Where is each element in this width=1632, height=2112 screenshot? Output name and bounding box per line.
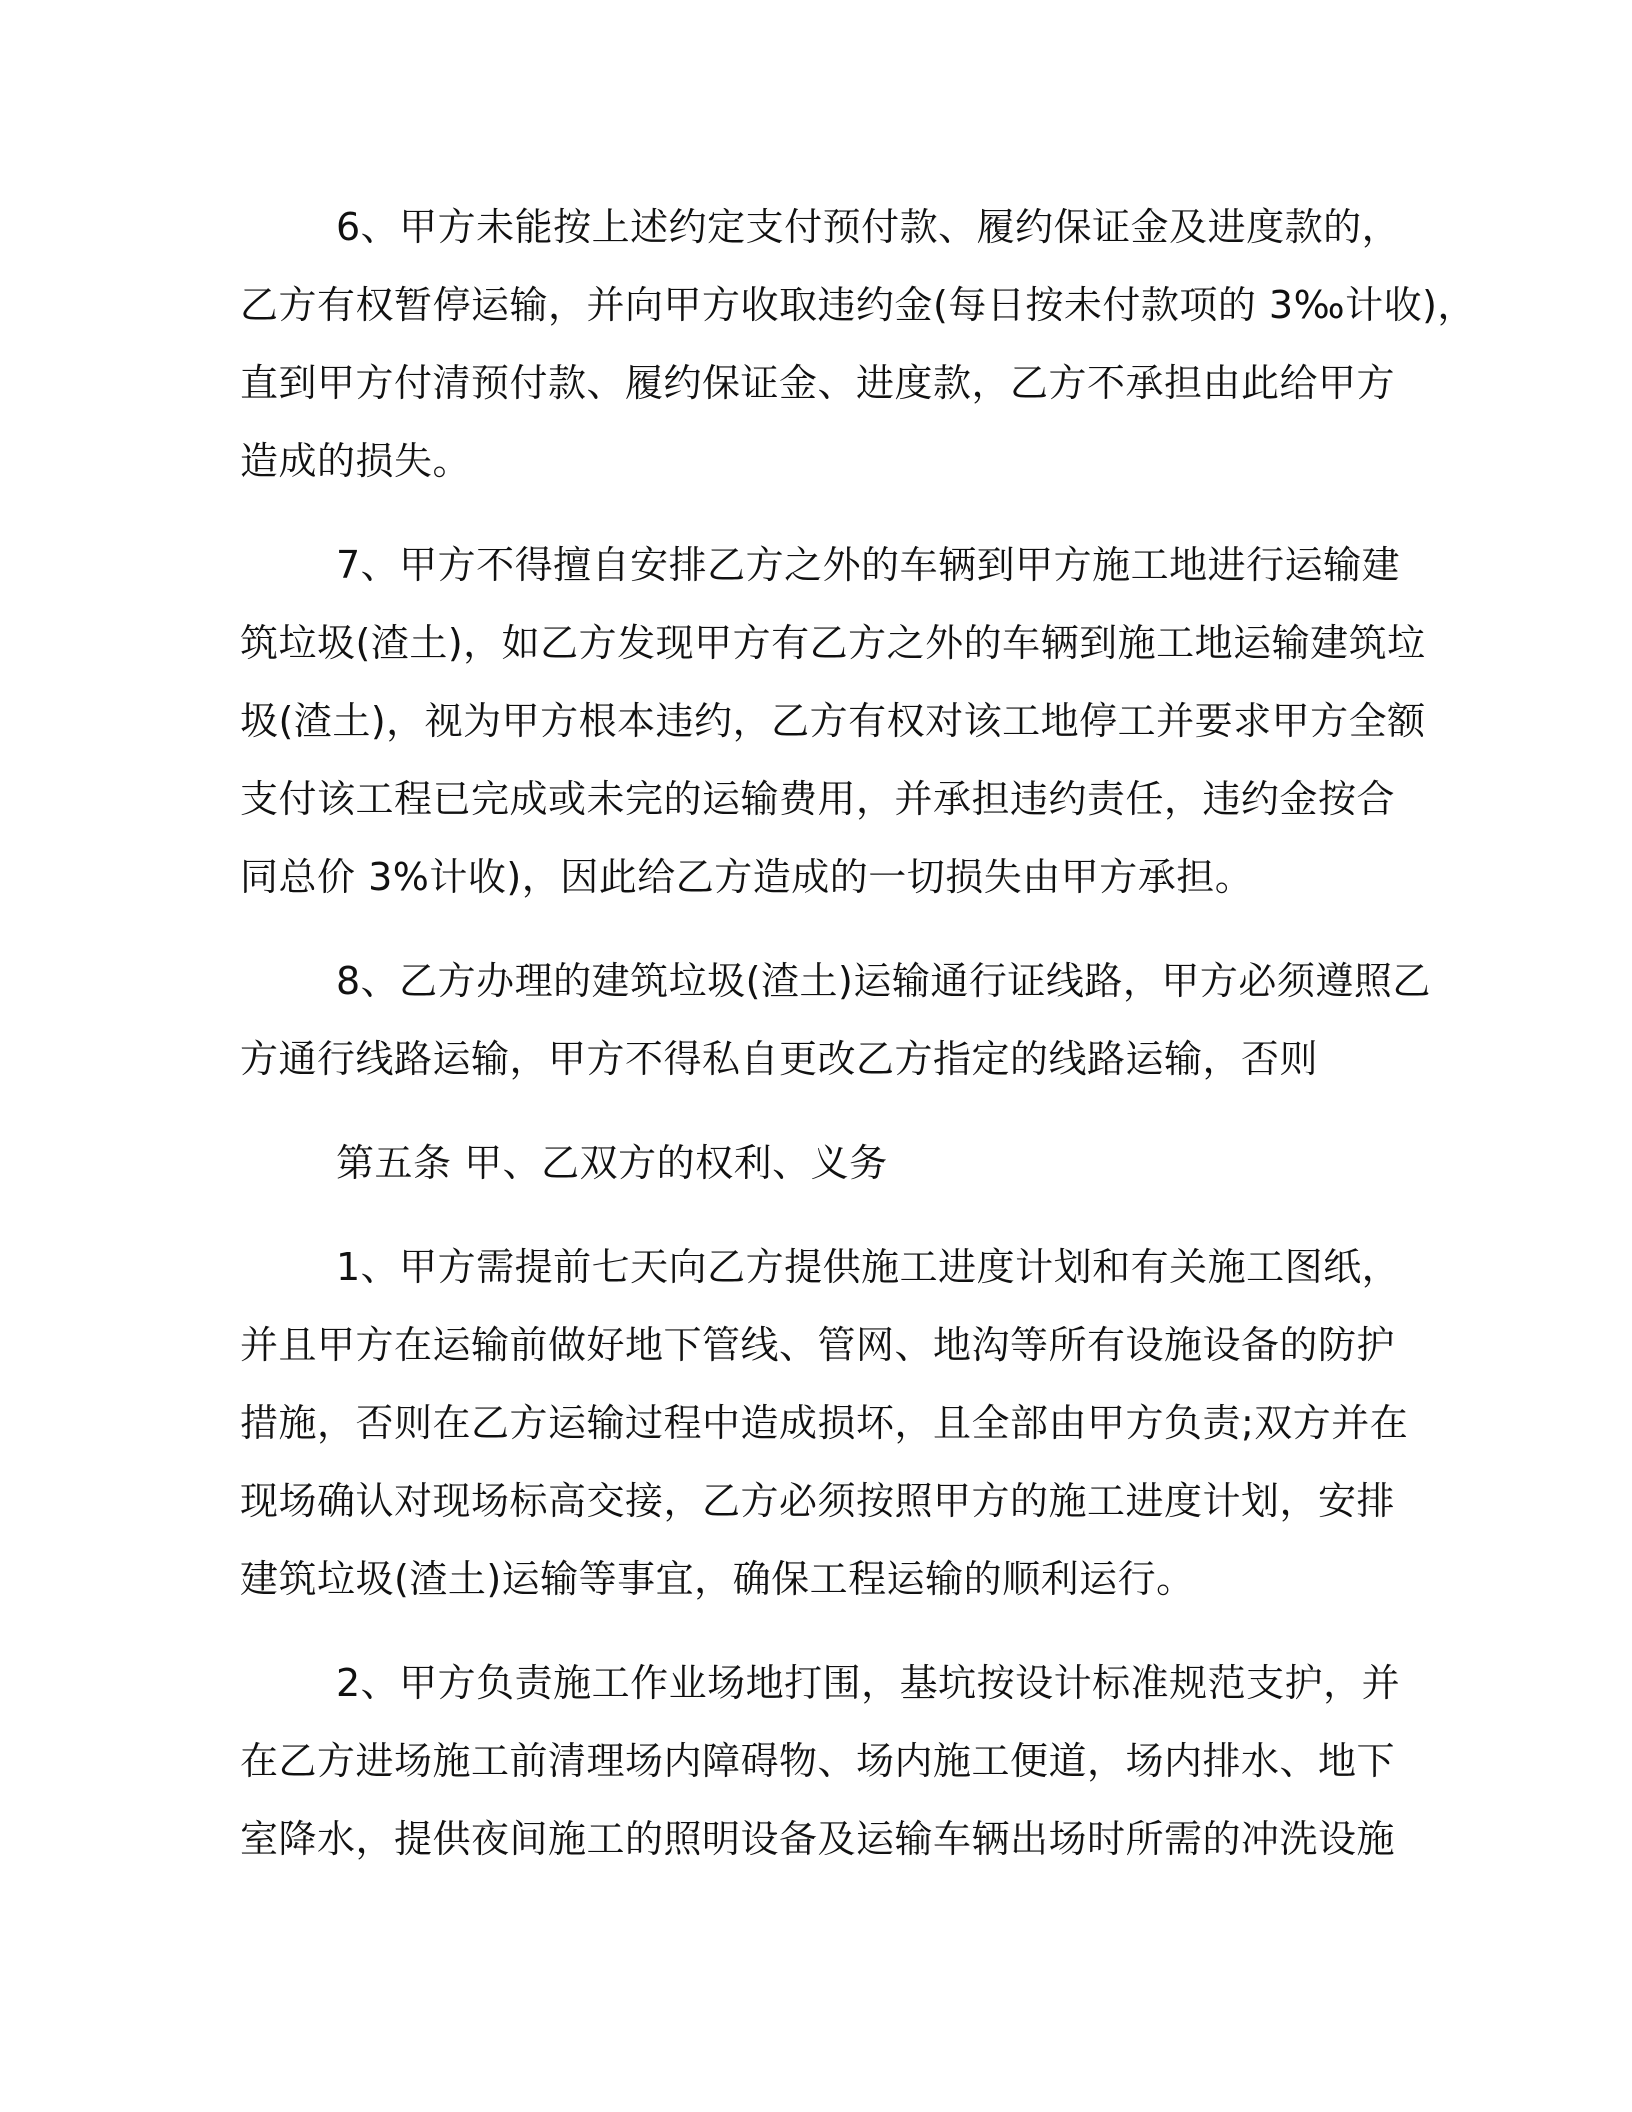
paragraph-gap [240,500,1400,526]
paragraph-1 [240,1228,1409,1618]
paragraph-gap [240,916,1400,942]
text-line: 建筑垃圾(渣土)运输等事宜，确保工程运输的顺利运行。 [240,1557,1195,1601]
paragraph-8 [240,942,1431,1098]
paragraph-gap [240,1618,1400,1644]
text-line: 造成的损失。 [240,439,472,483]
section-heading-article-5 [240,1124,1400,1202]
text-line: 室降水，提供夜间施工的照明设备及运输车辆出场时所需的冲洗设施 [240,1817,1396,1861]
text-line: 措施，否则在乙方运输过程中造成损坏，且全部由甲方负责;双方并在 [240,1401,1409,1445]
paragraph-gap [240,1098,1400,1124]
text-line: 并且甲方在运输前做好地下管线、管网、地沟等所有设施设备的防护 [240,1323,1396,1367]
text-line: 1、甲方需提前七天向乙方提供施工进度计划和有关施工图纸， [336,1245,1401,1289]
text-line: 方通行线路运输，甲方不得私自更改乙方指定的线路运输，否则 [240,1037,1319,1081]
paragraph-gap [240,1202,1400,1228]
text-line: 直到甲方付清预付款、履约保证金、进度款，乙方不承担由此给甲方 [240,361,1396,405]
text-line: 现场确认对现场标高交接，乙方必须按照甲方的施工进度计划，安排 [240,1479,1396,1523]
text-line: 7、甲方不得擅自安排乙方之外的车辆到甲方施工地进行运输建 [336,543,1401,587]
document-page [240,188,1476,1878]
text-line: 在乙方进场施工前清理场内障碍物、场内施工便道，场内排水、地下 [240,1739,1396,1783]
text-line: 8、乙方办理的建筑垃圾(渣土)运输通行证线路，甲方必须遵照乙 [336,959,1431,1003]
text-line: 2、甲方负责施工作业场地打围，基坑按设计标准规范支护，并 [336,1661,1401,1705]
text-line: 筑垃圾(渣土)，如乙方发现甲方有乙方之外的车辆到施工地运输建筑垃 [240,621,1426,665]
section-heading: 第五条 甲、乙双方的权利、义务 [336,1141,888,1185]
paragraph-7 [240,526,1426,916]
text-line: 6、甲方未能按上述约定支付预付款、履约保证金及进度款的， [336,205,1401,249]
paragraph-6 [240,188,1476,500]
text-line: 圾(渣土)，视为甲方根本违约，乙方有权对该工地停工并要求甲方全额 [240,699,1426,743]
paragraph-2 [240,1644,1400,1878]
text-line: 同总价 3%计收)，因此给乙方造成的一切损失由甲方承担。 [240,855,1254,899]
text-line: 乙方有权暂停运输，并向甲方收取违约金(每日按未付款项的 3‰计收)， [240,283,1476,327]
text-line: 支付该工程已完成或未完的运输费用，并承担违约责任，违约金按合 [240,777,1396,821]
